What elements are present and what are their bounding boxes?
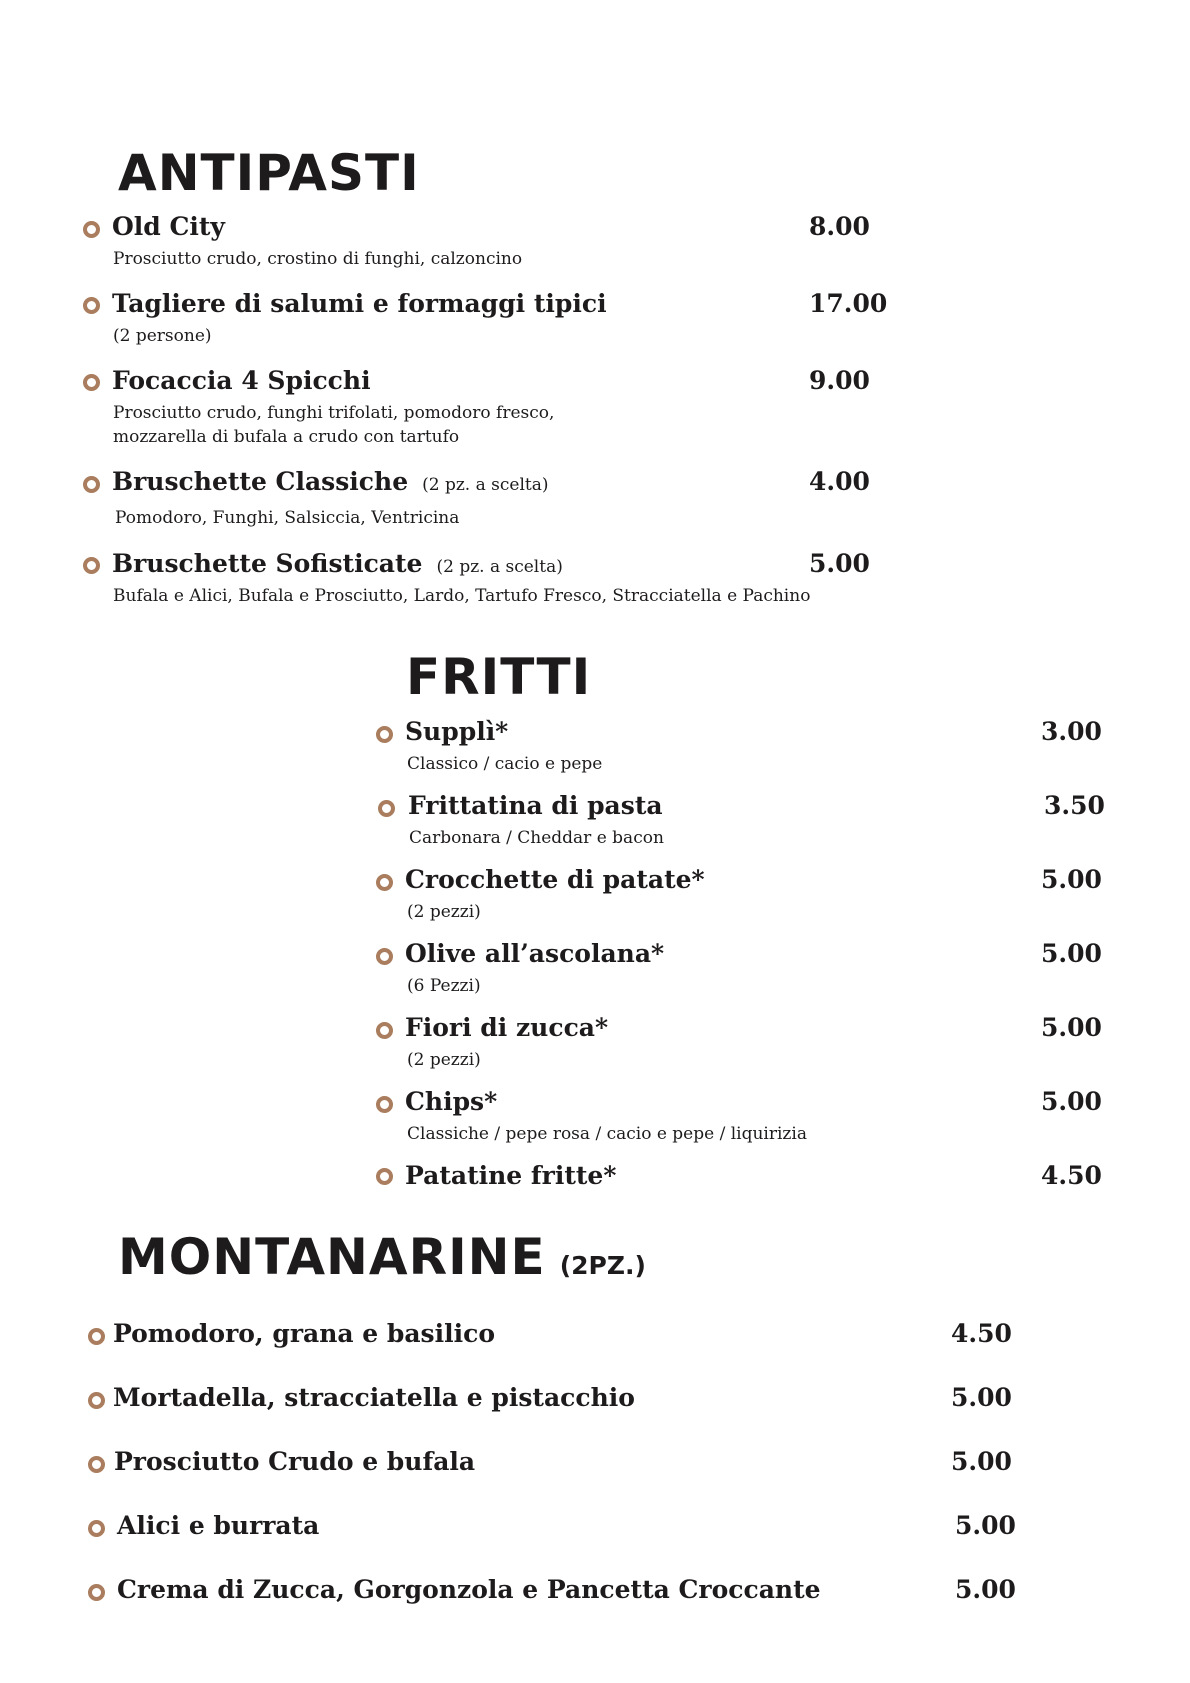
circle-bullet-icon: [376, 1168, 393, 1185]
item-name: Olive all’ascolana*: [405, 939, 665, 968]
circle-bullet-icon: [88, 1456, 105, 1473]
item-name: Prosciutto Crudo e bufala: [114, 1447, 476, 1476]
item-price: 5.00: [809, 549, 870, 578]
item-note: (2 pz. a scelta): [422, 475, 549, 495]
item-name: Chips*: [405, 1087, 498, 1116]
item-description: Classico / cacio e pepe: [407, 754, 603, 774]
item-name-text: Bruschette Classiche: [112, 467, 409, 496]
item-description: Prosciutto crudo, funghi trifolati, pomodoro fresco,: [113, 403, 555, 423]
montanarine-title-suffix: (2PZ.): [559, 1251, 646, 1280]
item-name: Crocchette di patate*: [405, 865, 705, 894]
circle-bullet-icon: [83, 557, 100, 574]
item-description: Prosciutto crudo, crostino di funghi, calzoncino: [113, 249, 523, 269]
item-name: Alici e burrata: [117, 1511, 320, 1540]
circle-bullet-icon: [376, 1022, 393, 1039]
item-description: Pomodoro, Funghi, Salsiccia, Ventricina: [115, 508, 460, 528]
item-name: Focaccia 4 Spicchi: [112, 366, 371, 395]
item-description: (6 Pezzi): [407, 976, 481, 996]
circle-bullet-icon: [88, 1392, 105, 1409]
circle-bullet-icon: [378, 800, 395, 817]
item-price: 3.00: [1041, 717, 1102, 746]
item-description-line-2: mozzarella di bufala a crudo con tartufo: [113, 427, 460, 447]
item-price: 17.00: [809, 289, 888, 318]
circle-bullet-icon: [83, 221, 100, 238]
circle-bullet-icon: [376, 1096, 393, 1113]
item-price: 5.00: [955, 1575, 1016, 1604]
item-price: 4.50: [951, 1319, 1012, 1348]
item-price: 5.00: [1041, 1013, 1102, 1042]
item-name: Pomodoro, grana e basilico: [113, 1319, 496, 1348]
montanarine-title: [118, 1228, 646, 1286]
circle-bullet-icon: [88, 1520, 105, 1537]
fritti-title: FRITTI: [406, 648, 592, 706]
circle-bullet-icon: [376, 726, 393, 743]
item-note: (2 pz. a scelta): [436, 557, 563, 577]
circle-bullet-icon: [88, 1328, 105, 1345]
item-name: Patatine fritte*: [405, 1161, 617, 1190]
item-price: 5.00: [1041, 1087, 1102, 1116]
item-name: Mortadella, stracciatella e pistacchio: [113, 1383, 635, 1412]
item-price: 5.00: [951, 1447, 1012, 1476]
item-price: 9.00: [809, 366, 870, 395]
item-price: 5.00: [955, 1511, 1016, 1540]
item-price: 3.50: [1044, 791, 1105, 820]
antipasti-title: ANTIPASTI: [118, 144, 420, 202]
item-name: [112, 551, 563, 576]
item-description: Bufala e Alici, Bufala e Prosciutto, Lardo, Tartufo Fresco, Stracciatella e Pachino: [113, 586, 811, 606]
circle-bullet-icon: [376, 948, 393, 965]
item-name: Crema di Zucca, Gorgonzola e Pancetta Croccante: [117, 1575, 821, 1604]
montanarine-title-text: MONTANARINE: [118, 1228, 546, 1286]
circle-bullet-icon: [88, 1584, 105, 1601]
item-name: Fiori di zucca*: [405, 1013, 609, 1042]
item-price: 5.00: [951, 1383, 1012, 1412]
item-price: 5.00: [1041, 939, 1102, 968]
circle-bullet-icon: [83, 374, 100, 391]
item-description: (2 persone): [113, 326, 212, 346]
circle-bullet-icon: [83, 476, 100, 493]
item-price: 8.00: [809, 212, 870, 241]
item-description: Carbonara / Cheddar e bacon: [409, 828, 664, 848]
item-name: Tagliere di salumi e formaggi tipici: [112, 289, 607, 318]
item-name: Frittatina di pasta: [408, 791, 663, 820]
item-name: Supplì*: [405, 717, 509, 746]
item-price: 4.00: [809, 467, 870, 496]
item-name: [112, 469, 549, 494]
item-price: 4.50: [1041, 1161, 1102, 1190]
item-description: Classiche / pepe rosa / cacio e pepe / liquirizia: [407, 1124, 807, 1144]
circle-bullet-icon: [376, 874, 393, 891]
item-price: 5.00: [1041, 865, 1102, 894]
circle-bullet-icon: [83, 297, 100, 314]
item-description: (2 pezzi): [407, 1050, 481, 1070]
item-name-text: Bruschette Sofisticate: [112, 549, 423, 578]
item-description: (2 pezzi): [407, 902, 481, 922]
item-name: Old City: [112, 212, 225, 241]
